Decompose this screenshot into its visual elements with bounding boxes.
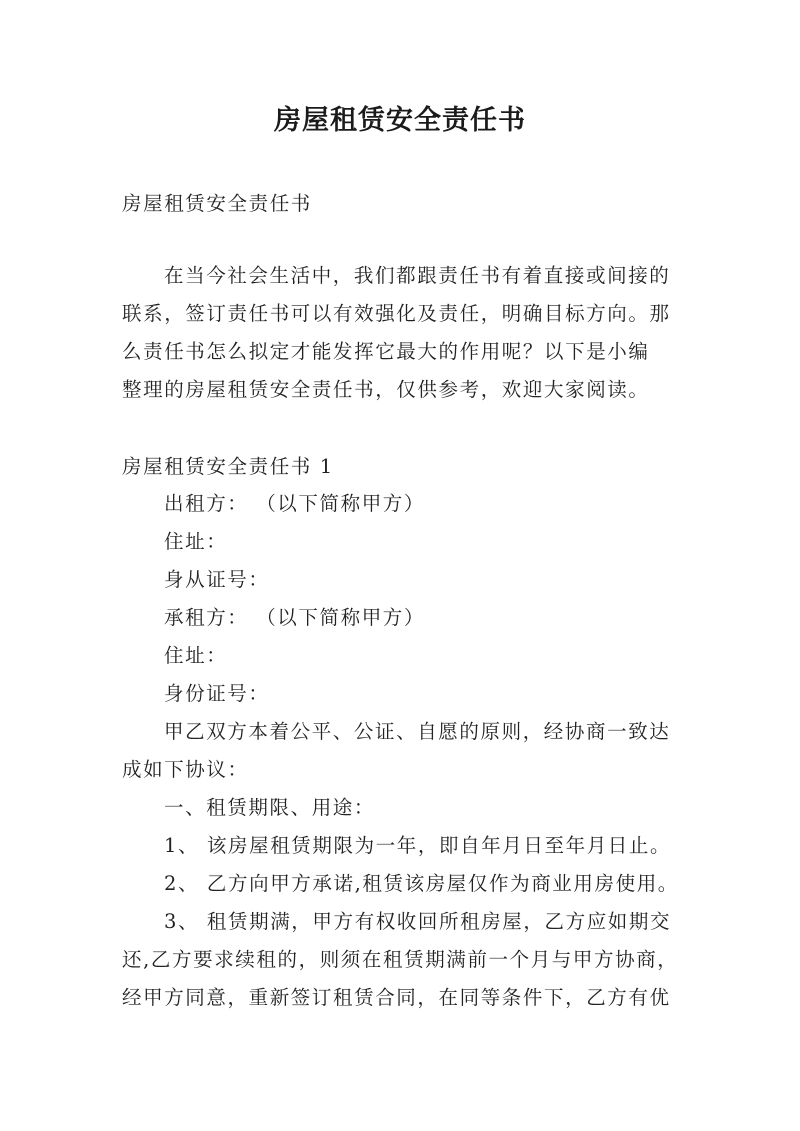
intro-line-3: 么责任书怎么拟定才能发挥它最大的作用呢？以下是小编 — [122, 340, 650, 363]
intro-line-4: 整理的房屋租赁安全责任书，仅供参考，欢迎大家阅读。 — [122, 378, 650, 401]
clause-item-3-continued-2: 经甲方同意，重新签订租赁合同，在同等条件下，乙方有优 — [122, 986, 671, 1009]
agreement-line-2: 成如下协议： — [122, 758, 249, 781]
document-title: 房屋租赁安全责任书 — [274, 105, 526, 136]
intro-line-1: 在当今社会生活中，我们都跟责任书有着直接或间接的 — [164, 264, 671, 287]
clause-item-1: 1、 该房屋租赁期限为一年，即自年月日至年月日止。 — [164, 834, 672, 857]
lessee-address-field: 住址： — [164, 644, 228, 667]
lessor-field: 出租方： （以下简称甲方） — [164, 492, 425, 515]
section-heading: 房屋租赁安全责任书 1 — [122, 455, 334, 478]
lessee-field: 承租方： （以下简称甲方） — [164, 606, 425, 629]
agreement-line-1: 甲乙双方本着公平、公证、自愿的原则，经协商一致达 — [164, 720, 671, 743]
clause-item-3-continued-1: 还,乙方要求续租的，则须在租赁期满前一个月与甲方协商， — [122, 948, 679, 971]
lessor-id-field: 身从证号： — [164, 568, 270, 591]
lessee-id-field: 身份证号： — [164, 682, 270, 705]
document-subtitle: 房屋租赁安全责任书 — [122, 192, 312, 215]
clause-heading: 一、租赁期限、用途： — [164, 796, 376, 819]
clause-item-2: 2、 乙方向甲方承诺,租赁该房屋仅作为商业用房使用。 — [164, 872, 679, 895]
lessor-address-field: 住址： — [164, 530, 228, 553]
clause-item-3: 3、 租赁期满，甲方有权收回所租房屋，乙方应如期交 — [164, 910, 672, 933]
intro-line-2: 联系，签订责任书可以有效强化及责任，明确目标方向。那 — [122, 302, 671, 325]
